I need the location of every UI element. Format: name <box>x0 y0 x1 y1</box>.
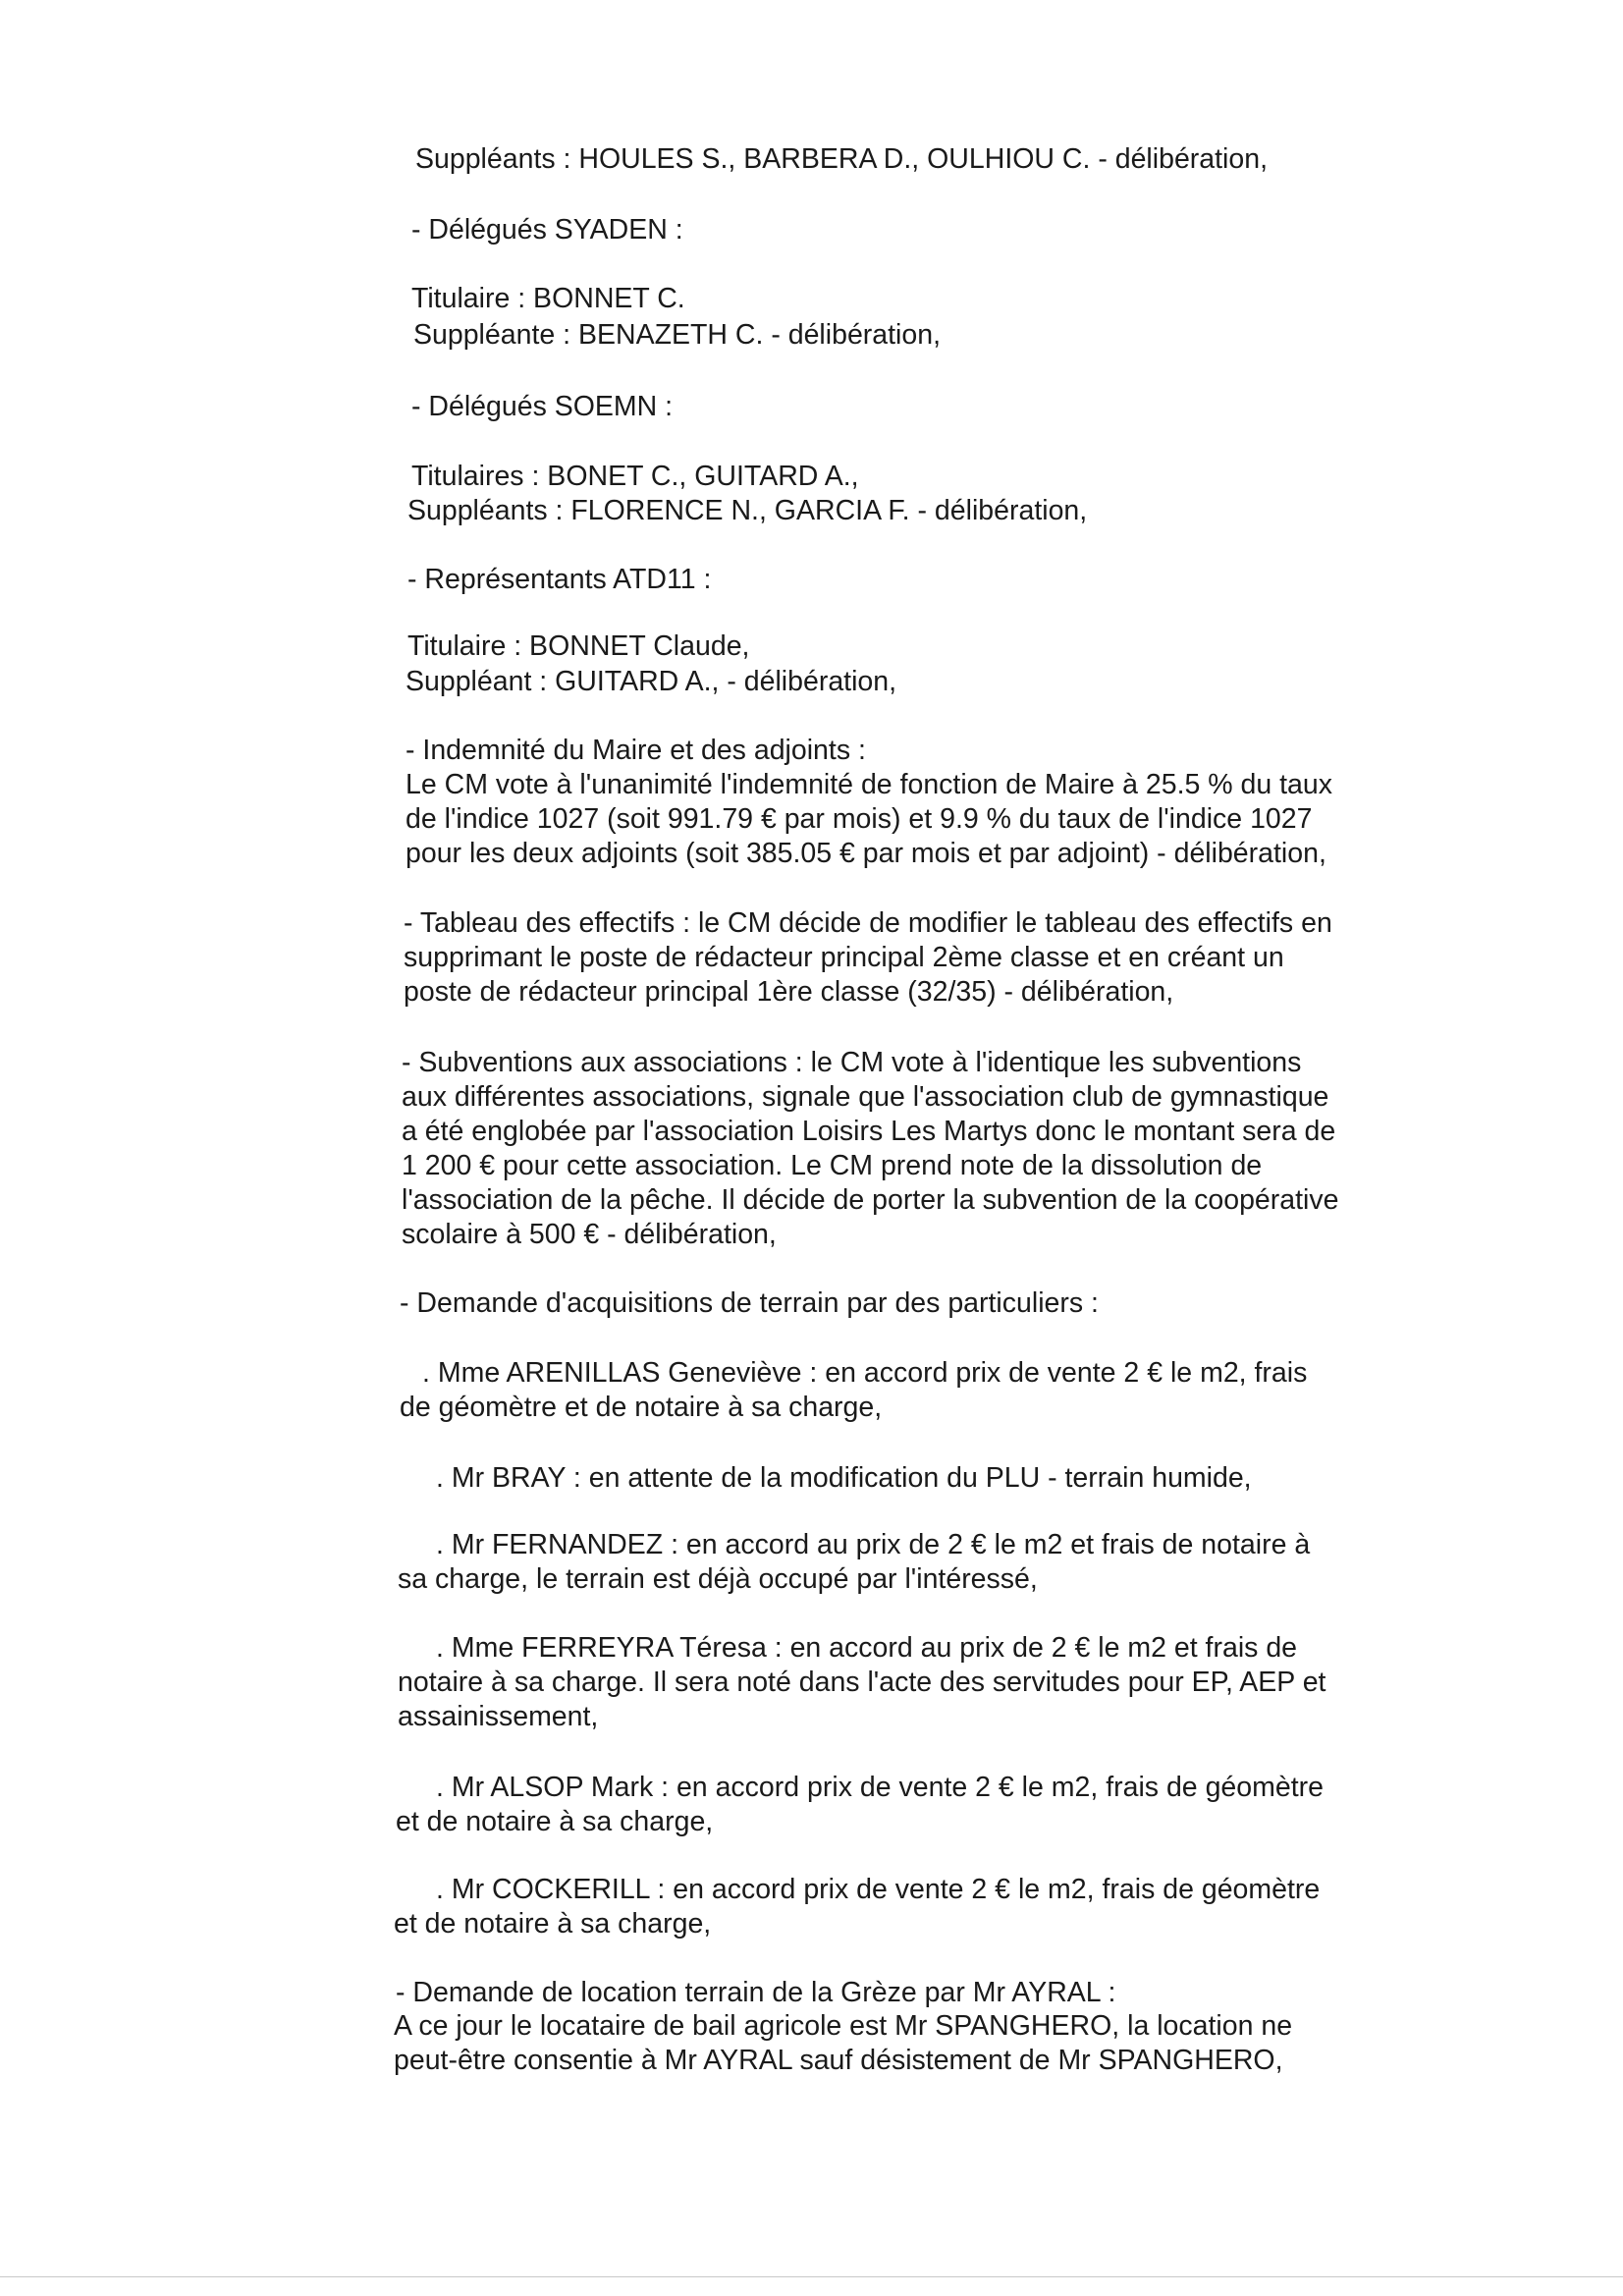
text-line: peut-être consentie à Mr AYRAL sauf désistement de Mr SPANGHERO, <box>394 2045 1283 2076</box>
text-line: et de notaire à sa charge, <box>396 1806 714 1837</box>
text-line: a été englobée par l'association Loisirs Les Martys donc le montant sera de <box>402 1116 1336 1147</box>
list-item: . Mme FERREYRA Téresa : en accord au prix de 2 € le m2 et frais de <box>436 1632 1298 1664</box>
section-heading: - Demande de location terrain de la Grèze par Mr AYRAL : <box>396 1977 1116 2008</box>
text-line: Titulaire : BONNET Claude, <box>407 630 750 662</box>
text-line: Suppléants : FLORENCE N., GARCIA F. - délibération, <box>407 495 1088 526</box>
text-line: aux différentes associations, signale que l'association club de gymnastique <box>402 1081 1329 1113</box>
section-heading: - Subventions aux associations : le CM vote à l'identique les subventions <box>402 1047 1302 1078</box>
text-line: Suppléants : HOULES S., BARBERA D., OULHIOU C. - délibération, <box>415 143 1269 175</box>
text-line: 1 200 € pour cette association. Le CM prend note de la dissolution de <box>402 1150 1263 1181</box>
text-line: scolaire à 500 € - délibération, <box>402 1219 777 1250</box>
text-line: Suppléant : GUITARD A., - délibération, <box>406 666 897 697</box>
scan-edge-line <box>0 2276 1623 2277</box>
text-line: de géomètre et de notaire à sa charge, <box>400 1392 883 1423</box>
text-line: de l'indice 1027 (soit 991.79 € par mois) et 9.9 % du taux de l'indice 1027 <box>406 803 1313 835</box>
text-line: supprimant le poste de rédacteur principal 2ème classe et en créant un <box>404 942 1284 973</box>
list-item: . Mr BRAY : en attente de la modification du PLU - terrain humide, <box>436 1462 1252 1494</box>
section-heading: - Demande d'acquisitions de terrain par des particuliers : <box>400 1287 1099 1319</box>
text-line: notaire à sa charge. Il sera noté dans l'acte des servitudes pour EP, AEP et <box>398 1667 1326 1698</box>
text-line: Le CM vote à l'unanimité l'indemnité de fonction de Maire à 25.5 % du taux <box>406 769 1333 800</box>
text-line: Suppléante : BENAZETH C. - délibération, <box>413 319 942 351</box>
section-heading: - Représentants ATD11 : <box>407 564 712 595</box>
section-heading: - Délégués SYADEN : <box>411 214 683 246</box>
list-item: . Mr ALSOP Mark : en accord prix de vente 2 € le m2, frais de géomètre <box>436 1772 1324 1803</box>
text-line: et de notaire à sa charge, <box>394 1908 712 1940</box>
text-line: l'association de la pêche. Il décide de porter la subvention de la coopérative <box>402 1184 1339 1216</box>
section-heading: - Tableau des effectifs : le CM décide de modifier le tableau des effectifs en <box>404 907 1332 939</box>
text-line: sa charge, le terrain est déjà occupé par l'intéressé, <box>398 1563 1038 1595</box>
text-line: A ce jour le locataire de bail agricole est Mr SPANGHERO, la location ne <box>394 2010 1293 2042</box>
text-line: assainissement, <box>398 1701 599 1732</box>
section-heading: - Délégués SOEMN : <box>411 391 674 422</box>
text-line: pour les deux adjoints (soit 385.05 € par mois et par adjoint) - délibération, <box>406 838 1326 869</box>
text-line: Titulaire : BONNET C. <box>411 283 685 314</box>
list-item: . Mr FERNANDEZ : en accord au prix de 2 € le m2 et frais de notaire à <box>436 1529 1311 1560</box>
list-item: . Mme ARENILLAS Geneviève : en accord prix de vente 2 € le m2, frais <box>422 1357 1308 1389</box>
text-line: poste de rédacteur principal 1ère classe (32/35) - délibération, <box>404 976 1174 1008</box>
list-item: . Mr COCKERILL : en accord prix de vente 2 € le m2, frais de géomètre <box>436 1874 1321 1905</box>
text-line: Titulaires : BONET C., GUITARD A., <box>411 461 859 492</box>
section-heading: - Indemnité du Maire et des adjoints : <box>406 735 866 766</box>
